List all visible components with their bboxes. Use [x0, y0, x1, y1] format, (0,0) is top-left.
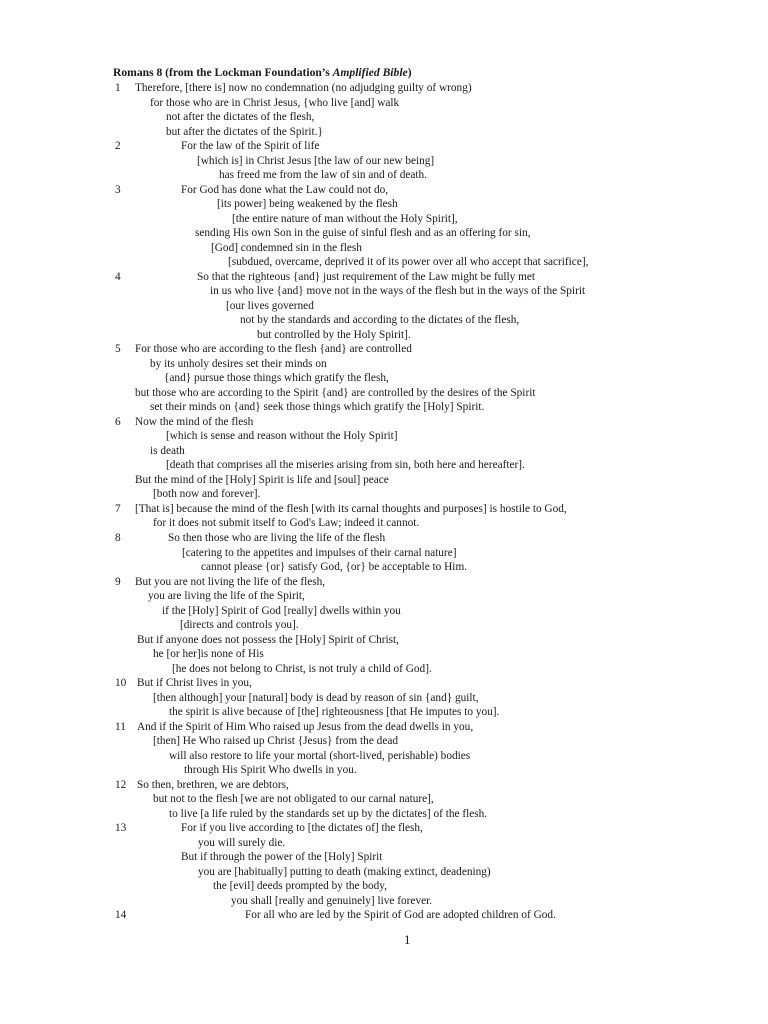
verse-line [0, 415, 768, 430]
verse-line [0, 139, 768, 154]
verse-text: So then, brethren, we are debtors, [137, 778, 289, 791]
verse-line [0, 386, 768, 401]
verse-line [0, 691, 768, 706]
verse-line [0, 734, 768, 749]
verse-text: you are [habitually] putting to death (making extinct, deadening) [198, 865, 491, 878]
verse-number: 2 [115, 140, 121, 153]
verse-text: But if anyone does not possess the [Holy] Spirit of Christ, [137, 633, 400, 646]
verse-text: So that the righteous {and} just requirement of the Law might be fully met [197, 270, 536, 283]
verse-text: has freed me from the law of sin and of death. [219, 169, 427, 182]
verse-text: the [evil] deeds prompted by the body, [213, 880, 388, 893]
verse-text: And if the Spirit of Him Who raised up Jesus from the dead dwells in you, [137, 720, 474, 733]
verse-text: you are living the life of the Spirit, [148, 590, 305, 603]
verse-text: by its unholy desires set their minds on [150, 357, 327, 370]
verse-line [0, 154, 768, 169]
verse-text: [That is] because the mind of the flesh [with its carnal thoughts and purposes] is hostile to God, [135, 502, 567, 515]
title-italic: Amplified Bible [332, 66, 408, 79]
verse-line [0, 371, 768, 386]
verse-line [0, 894, 768, 909]
verse-line [0, 458, 768, 473]
verse-text: is death [150, 444, 185, 457]
verse-text: but not to the flesh [we are not obligated to our carnal nature], [153, 793, 434, 806]
verse-number: 14 [115, 909, 127, 922]
verse-line [0, 502, 768, 517]
verse-line [0, 763, 768, 778]
verse-line [0, 444, 768, 459]
verse-number: 1 [115, 82, 121, 94]
verse-text: [which is] in Christ Jesus [the law of our new being] [197, 154, 435, 167]
verse-text: [its power] being weakened by the flesh [217, 198, 398, 211]
verse-lines [0, 81, 768, 923]
verse-text: cannot please {or} satisfy God, {or} be acceptable to Him. [201, 561, 468, 574]
verse-text: But if through the power of the [Holy] Spirit [181, 851, 383, 864]
verse-number: 3 [115, 183, 121, 196]
verse-line [0, 850, 768, 865]
verse-line [0, 357, 768, 372]
verse-line [0, 778, 768, 793]
verse-text: For if you live according to [the dictates of] the flesh, [181, 822, 423, 835]
verse-line [0, 400, 768, 415]
verse-line [0, 589, 768, 604]
verse-text: but those who are according to the Spirit {and} are controlled by the desires of the Spirit [135, 386, 536, 399]
verse-text: in us who live {and} move not in the ways of the flesh but in the ways of the Spirit [210, 285, 586, 298]
verse-line [0, 226, 768, 241]
verse-line [0, 749, 768, 764]
verse-text: [then although] your [natural] body is dead by reason of sin {and} guilt, [153, 691, 479, 704]
verse-line [0, 96, 768, 111]
verse-line [0, 879, 768, 894]
verse-text: set their minds on {and} seek those things which gratify the [Holy] Spirit. [150, 401, 485, 414]
verse-line [0, 212, 768, 227]
verse-line [0, 328, 768, 343]
verse-text: But the mind of the [Holy] Spirit is life and [soul] peace [135, 473, 389, 486]
verse-text: not after the dictates of the flesh, [166, 111, 315, 124]
verse-number: 7 [115, 502, 121, 515]
verse-text: for those who are in Christ Jesus, {who live [and] walk [150, 96, 400, 109]
verse-line [0, 836, 768, 851]
verse-text: but after the dictates of the Spirit.} [166, 125, 323, 138]
title-prefix: Romans 8 (from the Lockman Foundation’s [113, 66, 333, 79]
verse-text: [then] He Who raised up Christ {Jesus} from the dead [153, 735, 398, 748]
verse-text: For all who are led by the Spirit of God are adopted children of God. [245, 909, 556, 922]
verse-line [0, 125, 768, 140]
verse-line [0, 473, 768, 488]
verse-line [0, 662, 768, 677]
title-suffix: ) [407, 66, 412, 79]
verse-text: [our lives governed [226, 299, 314, 312]
verse-line [0, 313, 768, 328]
verse-line [0, 429, 768, 444]
verse-line [0, 792, 768, 807]
verse-text: But you are not living the life of the flesh, [135, 575, 326, 588]
verse-text: {and} pursue those things which gratify the flesh, [164, 372, 389, 385]
verse-text: For those who are according to the flesh {and} are controlled [135, 343, 412, 356]
verse-text: [directs and controls you]. [180, 619, 299, 632]
verse-text: for it does not submit itself to God's Law; indeed it cannot. [153, 517, 420, 530]
verse-line [0, 531, 768, 546]
verse-line [0, 546, 768, 561]
verse-line [0, 81, 768, 96]
verse-text: will also restore to life your mortal (short-lived, perishable) bodies [169, 749, 471, 762]
verse-text: [catering to the appetites and impulses of their carnal nature] [182, 546, 457, 559]
verse-line [0, 299, 768, 314]
verse-line [0, 241, 768, 256]
verse-text: not by the standards and according to the dictates of the flesh, [240, 314, 520, 327]
verse-text: So then those who are living the life of the flesh [168, 531, 386, 544]
verse-line [0, 270, 768, 285]
verse-line [0, 807, 768, 822]
verse-line [0, 255, 768, 270]
verse-text: But if Christ lives in you, [137, 677, 252, 690]
document-title [113, 66, 412, 79]
verse-line [0, 487, 768, 502]
verse-line [0, 575, 768, 590]
verse-line [0, 821, 768, 836]
verse-text: [both now and forever]. [153, 488, 261, 501]
verse-number: 11 [115, 720, 126, 733]
verse-text: [death that comprises all the miseries arising from sin, both here and hereafter]. [166, 459, 525, 472]
verse-line [0, 720, 768, 735]
verse-text: you will surely die. [198, 836, 286, 849]
verse-number: 4 [115, 270, 121, 283]
verse-line [0, 865, 768, 880]
verse-line [0, 516, 768, 531]
verse-line [0, 705, 768, 720]
verse-line [0, 342, 768, 357]
verse-line [0, 647, 768, 662]
verse-line [0, 560, 768, 575]
verse-line [0, 197, 768, 212]
verse-text: if the [Holy] Spirit of God [really] dwells within you [162, 604, 401, 617]
verse-line [0, 168, 768, 183]
verse-line [0, 183, 768, 198]
verse-text: [the entire nature of man without the Holy Spirit], [232, 212, 458, 225]
verse-text: For God has done what the Law could not do, [181, 183, 389, 196]
verse-line [0, 604, 768, 619]
verse-text: Therefore, [there is] now no condemnation (no adjudging guilty of wrong) [135, 82, 472, 94]
verse-text: to live [a life ruled by the standards set up by the dictates] of the flesh. [169, 807, 488, 820]
verse-text: Now the mind of the flesh [135, 415, 254, 428]
verse-text: but controlled by the Holy Spirit]. [257, 328, 411, 341]
page-number: 1 [404, 932, 411, 947]
verse-number: 9 [115, 575, 121, 588]
verse-text: sending His own Son in the guise of sinful flesh and as an offering for sin, [195, 227, 531, 240]
verse-number: 8 [115, 531, 121, 544]
verse-text: [God] condemned sin in the flesh [211, 241, 362, 254]
verse-line [0, 618, 768, 633]
verse-line [0, 676, 768, 691]
verse-number: 12 [115, 778, 127, 791]
verse-number: 13 [115, 822, 127, 835]
verse-line [0, 908, 768, 923]
verse-text: you shall [really and genuinely] live forever. [231, 894, 433, 907]
verse-line [0, 110, 768, 125]
verse-number: 10 [115, 677, 127, 690]
verse-text: through His Spirit Who dwells in you. [184, 764, 357, 777]
verse-text: [subdued, overcame, deprived it of its power over all who accept that sacrifice], [228, 256, 589, 269]
verse-text: [he does not belong to Christ, is not truly a child of God]. [172, 662, 432, 675]
verse-number: 6 [115, 415, 121, 428]
verse-number: 5 [115, 343, 121, 356]
verse-text: he [or her]is none of His [153, 648, 264, 661]
verse-text: For the law of the Spirit of life [181, 140, 320, 153]
verse-text: the spirit is alive because of [the] righteousness [that He imputes to you]. [169, 706, 500, 719]
verse-line [0, 284, 768, 299]
verse-line [0, 633, 768, 648]
verse-text: [which is sense and reason without the Holy Spirit] [166, 430, 398, 443]
